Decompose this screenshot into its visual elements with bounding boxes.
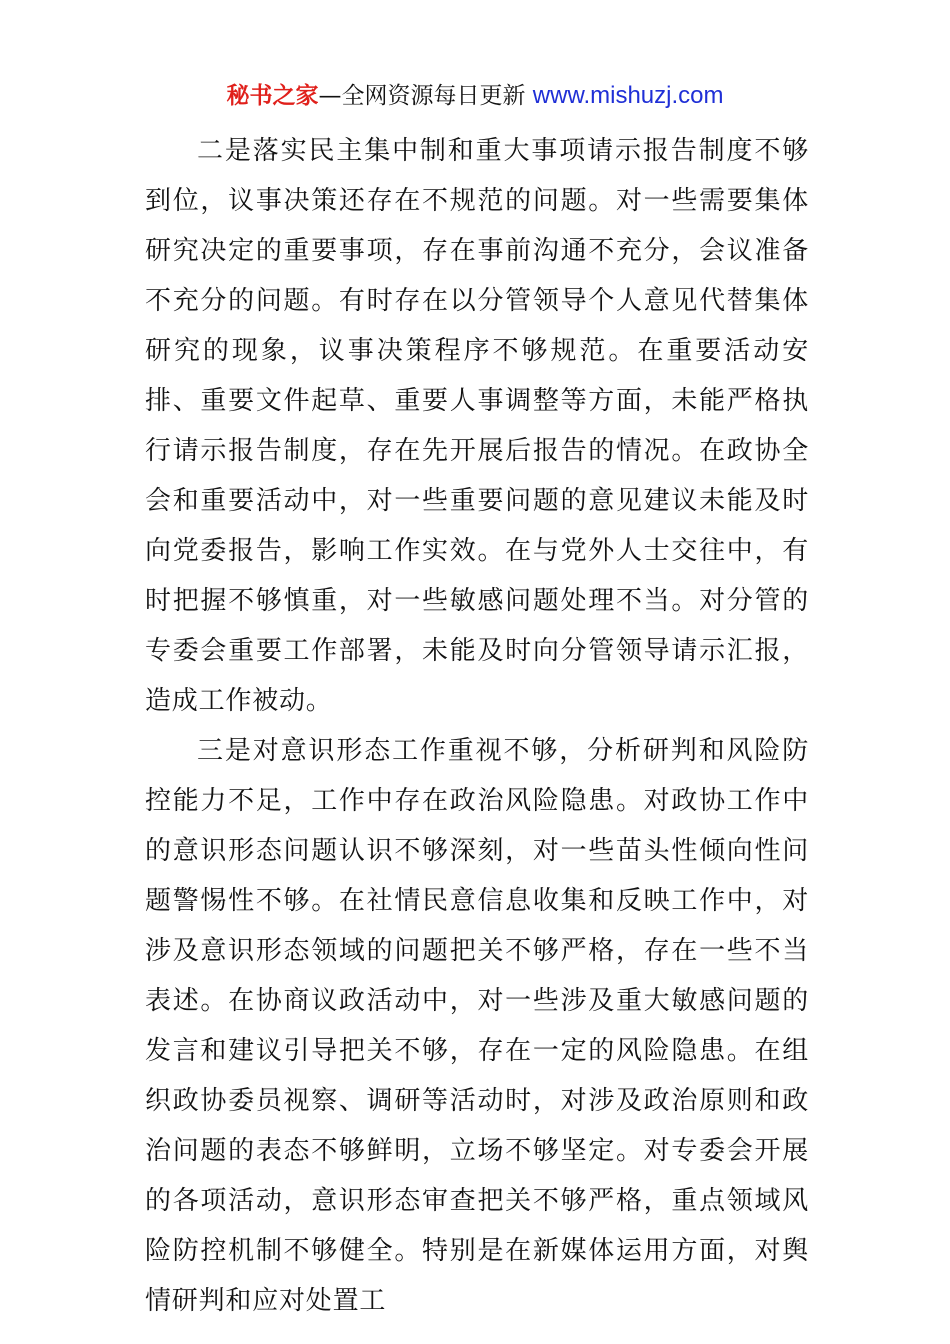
site-url-link[interactable]: www.mishuzj.com <box>532 82 724 109</box>
header-tagline: —全网资源每日更新 <box>318 83 533 109</box>
brand-name: 秘书之家 <box>226 83 319 109</box>
document-body <box>145 126 809 1326</box>
paragraph-3: 三是对意识形态工作重视不够，分析研判和风险防控能力不足，工作中存在政治风险隐患。对政协工作中的意识形态问题认识不够深刻，对一些苗头性倾向性问题警惕性不够。在社情民意信息收集和反映工作中，对涉及意识形态领域的问题把关不够严格，存在一些不当表述。在协商议政活动中，对一些涉及重大敏感问题的发言和建议引导把关不够，存在一定的风险隐患。在组织政协委员视察、调研等活动时，对涉及政治原则和政治问题的表态不够鲜明，立场不够坚定。对专委会开展的各项活动，意识形态审查把关不够严格，重点领域风险防控机制不够健全。特别是在新媒体运用方面，对舆情研判和应对处置工 <box>145 736 809 1316</box>
paragraph-2: 二是落实民主集中制和重大事项请示报告制度不够到位，议事决策还存在不规范的问题。对一些需要集体研究决定的重要事项，存在事前沟通不充分，会议准备不充分的问题。有时存在以分管领导个人意见代替集体研究的现象，议事决策程序不够规范。在重要活动安排、重要文件起草、重要人事调整等方面，未能严格执行请示报告制度，存在先开展后报告的情况。在政协全会和重要活动中，对一些重要问题的意见建议未能及时向党委报告，影响工作实效。在与党外人士交往中，有时把握不够慎重，对一些敏感问题处理不当。对分管的专委会重要工作部署，未能及时向分管领导请示汇报，造成工作被动。 <box>145 136 809 716</box>
page-header <box>0 80 950 112</box>
